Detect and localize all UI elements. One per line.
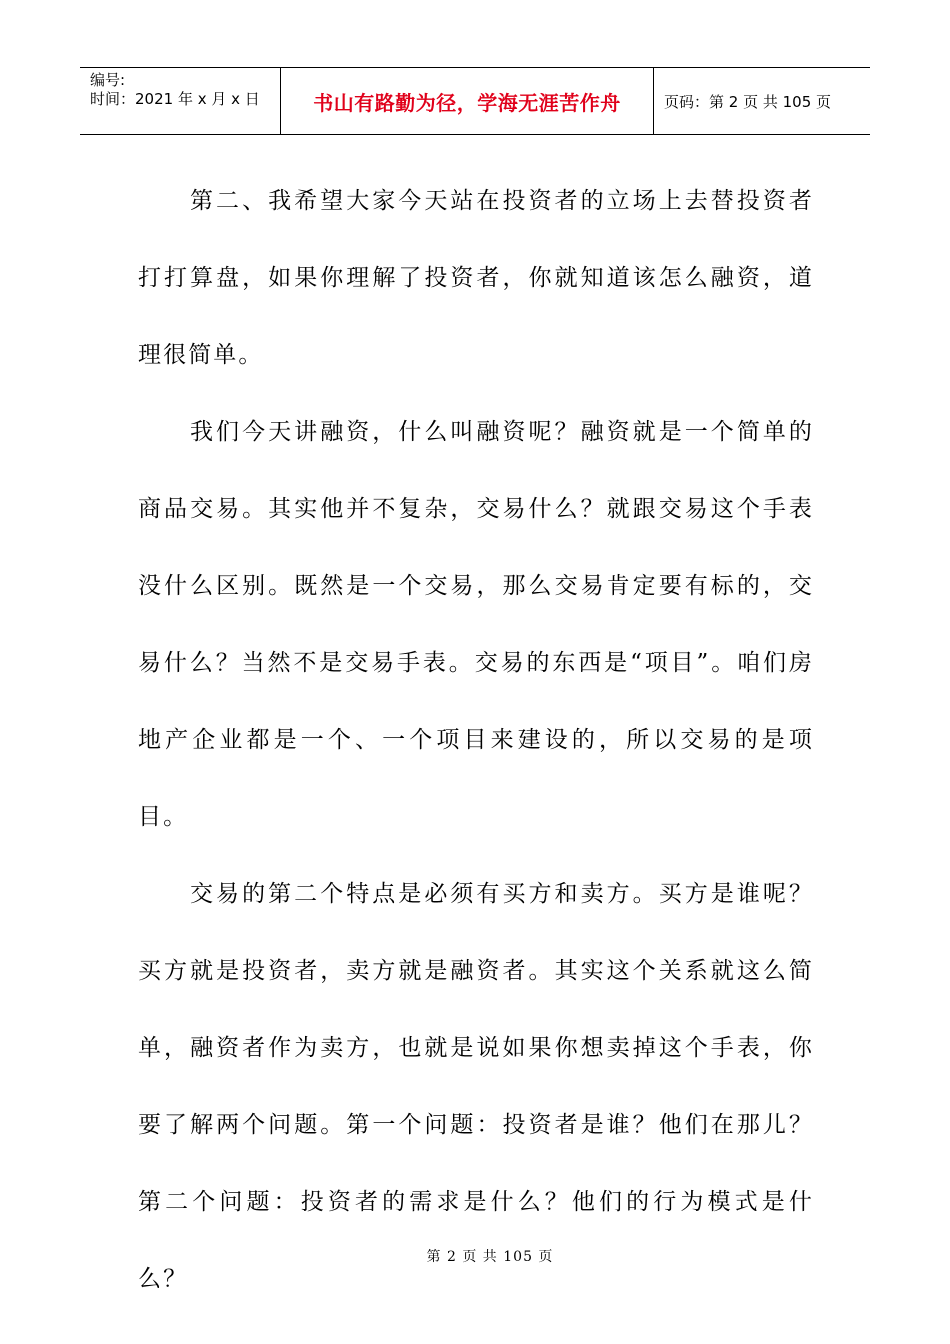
page-footer: 第 2 页 共 105 页 — [426, 1249, 554, 1265]
header-page-info: 页码：第 2 页 共 105 页 — [664, 92, 832, 111]
paragraph: 交易的第二个特点是必须有买方和卖方。买方是谁呢？买方就是投资者，卖方就是融资者。其实这个关系就这么简单，融资者作为卖方，也就是说如果你想卖掉这个手表，你要了解两个问题。第一个问题：投资者是谁？他们在那儿？第二个问题：投资者的需求是什么？他们的行为模式是什么？ — [138, 881, 814, 1292]
document-number-label: 编号: — [90, 71, 126, 89]
paragraph: 我们今天讲融资，什么叫融资呢？融资就是一个简单的商品交易。其实他并不复杂，交易什么？就跟交易这个手表没什么区别。既然是一个交易，那么交易肯定要有标的，交易什么？当然不是交易手表。交易的东西是“项目”。咱们房地产企业都是一个、一个项目来建设的，所以交易的是项目。 — [138, 419, 814, 830]
paragraph: 第二、我希望大家今天站在投资者的立场上去替投资者打打算盘，如果你理解了投资者，你就知道该怎么融资，道理很简单。 — [138, 188, 814, 368]
document-body — [138, 163, 814, 1318]
page-header — [80, 67, 870, 135]
header-meta — [80, 68, 281, 134]
header-motto: 书山有路勤为径，学海无涯苦作舟 — [281, 68, 654, 134]
document-date: 时间：2021 年 x 月 x 日 — [90, 90, 260, 108]
